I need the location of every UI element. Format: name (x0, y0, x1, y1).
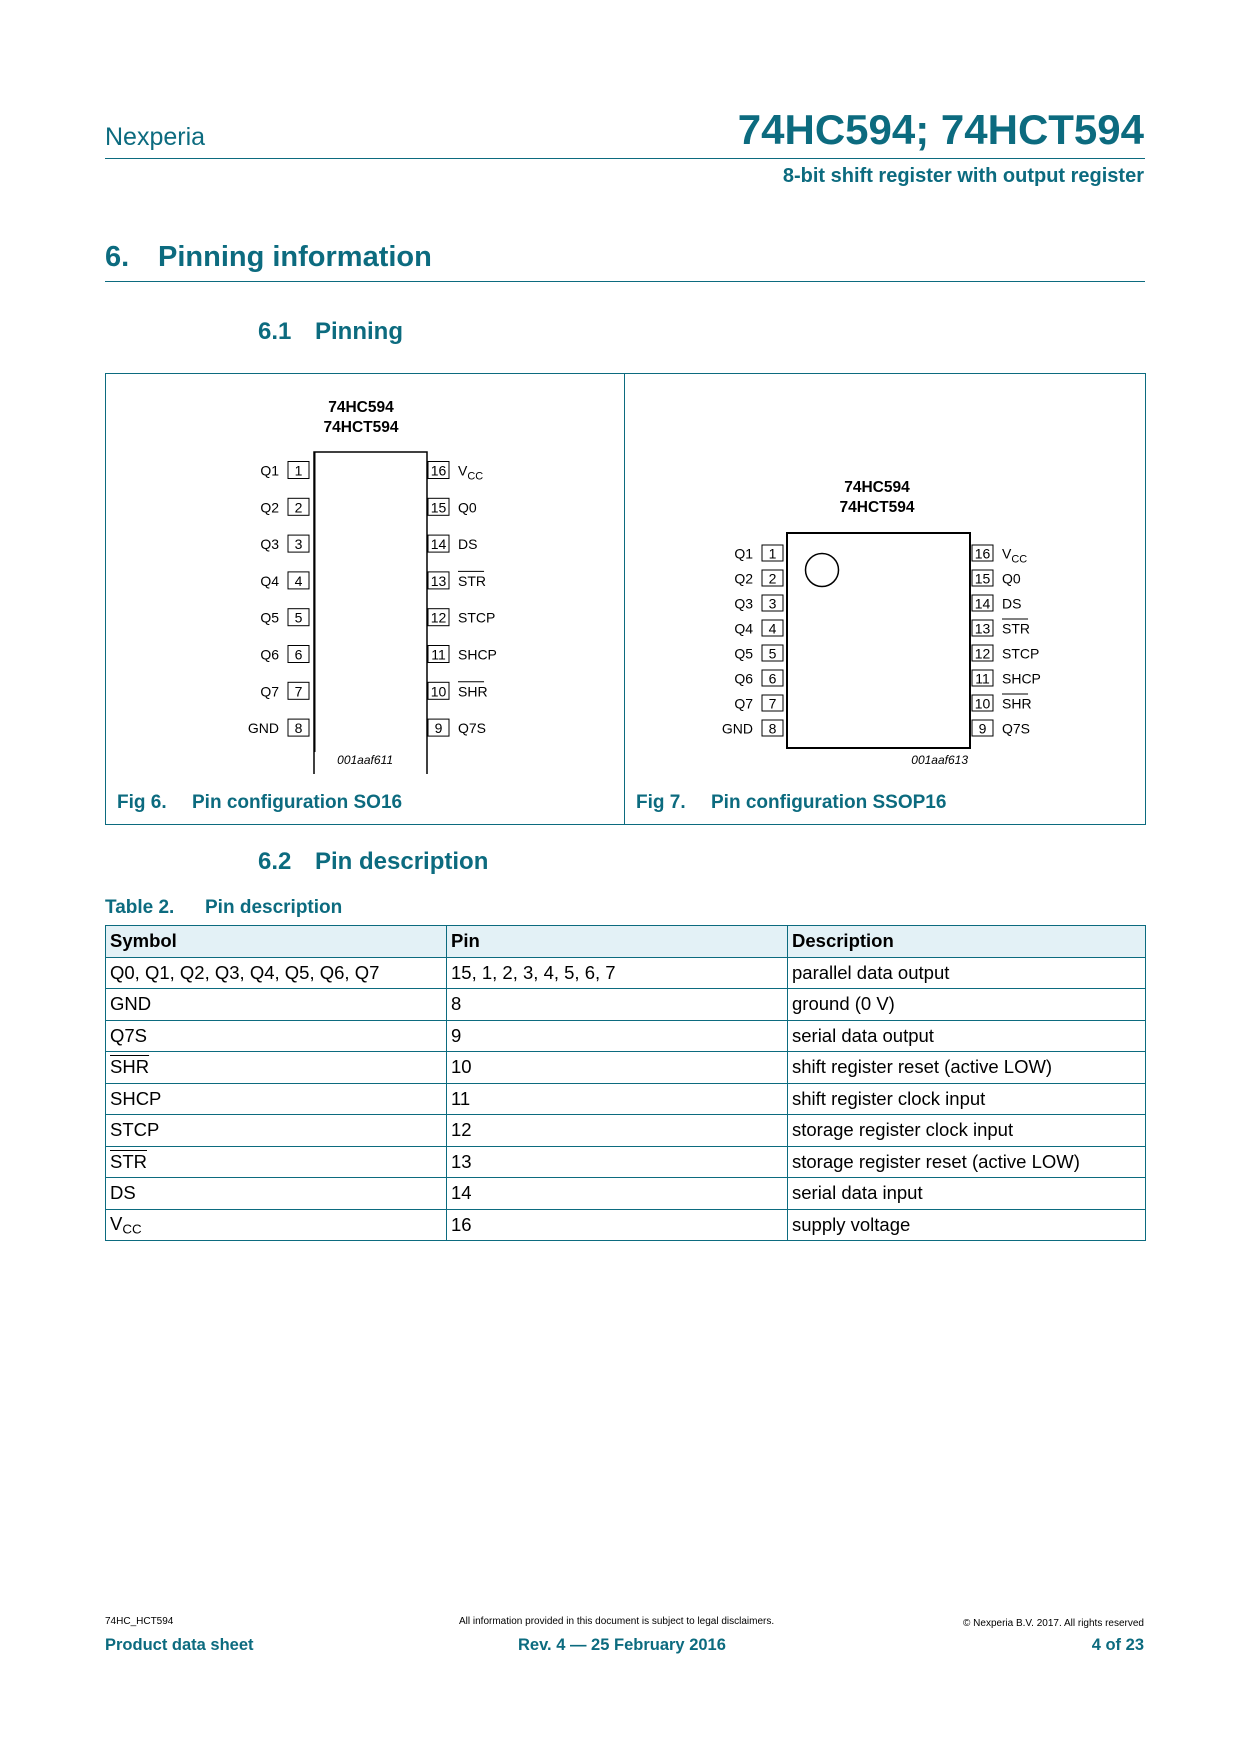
cell-symbol (106, 1146, 447, 1178)
pin-label-name: V (458, 462, 468, 479)
pin-label (260, 683, 279, 699)
pin-label-name: Q7S (458, 720, 487, 737)
symbol-text: GND (110, 993, 152, 1015)
fig7-part-2: 74HCT594 (839, 499, 915, 516)
table-row (106, 1052, 1146, 1084)
pin-label-name: SHCP (458, 646, 497, 663)
cell-symbol (106, 957, 447, 989)
cell-pin: 9 (447, 1020, 788, 1052)
pin-number: 3 (294, 536, 303, 553)
table-header-row (106, 926, 1146, 958)
footer-doc-id: 74HC_HCT594 (105, 1616, 174, 1627)
symbol-text: Q7S (110, 1024, 148, 1046)
header-divider (105, 158, 1145, 159)
pin-number: 10 (430, 683, 447, 700)
symbol-text: V (110, 1213, 123, 1235)
pin-label-name: Q3 (734, 595, 753, 612)
cell-pin: 12 (447, 1115, 788, 1147)
cell-pin: 13 (447, 1146, 788, 1178)
pin-label-name: Q7 (260, 683, 279, 700)
cell-pin: 16 (447, 1209, 788, 1241)
pin-label (722, 721, 753, 737)
pin-label (734, 696, 753, 712)
fig6-caption-title: Pin configuration SO16 (192, 792, 403, 813)
pin-label (734, 571, 753, 587)
section-divider (105, 281, 1145, 282)
subsection-number-pindesc: 6.2 (258, 848, 292, 875)
fig6-code: 001aaf611 (337, 753, 393, 767)
pin-label-subscript: CC (1011, 553, 1028, 566)
cell-pin: 11 (447, 1083, 788, 1115)
pin-number: 4 (768, 620, 777, 637)
pin-label (734, 646, 753, 662)
header-pin: Pin (447, 926, 788, 958)
pin-label (1002, 671, 1041, 687)
pin-label (260, 499, 279, 515)
pin-number: 6 (768, 670, 777, 687)
table-caption-title: Pin description (205, 897, 343, 918)
pin-label-name: Q0 (1002, 570, 1021, 587)
pin-label-name: Q3 (260, 536, 279, 553)
pin-label (458, 463, 483, 483)
symbol-text: $\overline{STR}$ (110, 1150, 147, 1172)
pin-number: 9 (978, 720, 987, 737)
symbol-text: SHCP (110, 1087, 162, 1109)
pin-label-name: V (1002, 545, 1012, 562)
pin-label-name: Q2 (734, 570, 753, 587)
header-symbol: Symbol (106, 926, 447, 958)
table-row (106, 1178, 1146, 1210)
fig6-caption-number: Fig 6. (117, 792, 167, 813)
pin-label (734, 596, 753, 612)
fig7-left-pins (722, 545, 783, 737)
pin-number: 4 (294, 572, 303, 589)
cell-description: serial data input (788, 1178, 1146, 1210)
pin-label (458, 499, 477, 515)
pin-label (458, 683, 488, 699)
pin-label (458, 610, 495, 626)
cell-symbol (106, 1083, 447, 1115)
table-row (106, 989, 1146, 1021)
pin-label-name: Q4 (734, 620, 753, 637)
fig7-code: 001aaf613 (911, 753, 968, 767)
symbol-text: $\overline{SHR}$ (110, 1056, 150, 1078)
subsection-number-pinning: 6.1 (258, 318, 292, 345)
fig7-right-pins (972, 545, 1041, 737)
pin-number: 11 (975, 670, 990, 687)
so16-body (314, 452, 427, 774)
pin-label-name: STR (458, 572, 486, 589)
pin-label (1002, 696, 1032, 712)
pin-number: 6 (294, 646, 303, 663)
pin-number: 5 (768, 645, 777, 662)
pin-number: 10 (974, 695, 991, 712)
pin-label (1002, 721, 1030, 737)
symbol-text: Q0, Q1, Q2, Q3, Q4, Q5, Q6, Q7 (110, 961, 380, 983)
pin-number: 2 (768, 570, 777, 587)
ssop16-body (787, 533, 970, 748)
cell-description: shift register reset (active LOW) (788, 1052, 1146, 1084)
table-row (106, 1146, 1146, 1178)
pin-label-name: SHCP (1002, 670, 1041, 687)
cell-symbol (106, 989, 447, 1021)
table-row (106, 957, 1146, 989)
pin-label-name: Q1 (260, 462, 279, 479)
pin-label (458, 647, 497, 663)
pin-label-name: Q1 (734, 545, 753, 562)
footer-revision: Rev. 4 — 25 February 2016 (518, 1636, 726, 1654)
pin-number: 8 (294, 720, 303, 737)
pin-label-name: Q5 (260, 609, 279, 626)
table-row (106, 1020, 1146, 1052)
symbol-text: STCP (110, 1119, 160, 1141)
pin-number: 11 (431, 646, 446, 663)
document-subtitle: 8-bit shift register with output register (782, 165, 1144, 187)
pin-number: 9 (434, 720, 443, 737)
pin-label-name: GND (247, 720, 279, 737)
fig6-part-1: 74HC594 (328, 399, 394, 416)
header-description: Description (788, 926, 1146, 958)
pin-label-name: DS (1002, 595, 1022, 612)
pin-label-name: Q4 (260, 572, 279, 589)
cell-description: storage register clock input (788, 1115, 1146, 1147)
pin-label-name: STCP (458, 609, 496, 626)
table-caption-number: Table 2. (105, 897, 175, 918)
pin-label-name: Q6 (734, 670, 753, 687)
cell-symbol (106, 1115, 447, 1147)
pin-number: 7 (294, 683, 303, 700)
cell-description: parallel data output (788, 957, 1146, 989)
pin-label (260, 610, 279, 626)
pin-label-name: Q6 (260, 646, 279, 663)
footer-copyright: © Nexperia B.V. 2017. All rights reserved (963, 1618, 1144, 1629)
footer-page-number: 4 of 23 (1091, 1636, 1144, 1654)
table-row (106, 1115, 1146, 1147)
pin-label (248, 720, 279, 736)
pin-label (260, 463, 279, 479)
pin-label (260, 647, 279, 663)
pin-label-name: STCP (1002, 645, 1040, 662)
pin-label-name: Q5 (734, 645, 753, 662)
pin1-marker-icon (806, 554, 839, 587)
cell-description: supply voltage (788, 1209, 1146, 1241)
cell-description: storage register reset (active LOW) (788, 1146, 1146, 1178)
pin-number: 16 (974, 545, 991, 562)
pin-number: 1 (294, 462, 303, 479)
section-title: Pinning information (158, 241, 432, 273)
pin-label-name: GND (721, 720, 753, 737)
cell-description: ground (0 V) (788, 989, 1146, 1021)
pin-number: 12 (974, 645, 991, 662)
cell-symbol (106, 1020, 447, 1052)
fig7-caption-title: Pin configuration SSOP16 (711, 792, 947, 813)
fig6-left-pins (248, 462, 309, 737)
brand-name: Nexperia (105, 123, 206, 151)
pin-label (458, 536, 477, 552)
pin-number: 7 (768, 695, 777, 712)
cell-pin: 15, 1, 2, 3, 4, 5, 6, 7 (447, 957, 788, 989)
pin-label (1002, 621, 1030, 637)
pin-description-table (105, 925, 1146, 1241)
cell-pin: 10 (447, 1052, 788, 1084)
pin-number: 8 (768, 720, 777, 737)
pin-label (734, 546, 753, 562)
cell-symbol (106, 1052, 447, 1084)
pin-number: 3 (768, 595, 777, 612)
pin-label-name: SHR (1002, 695, 1032, 712)
pin-label-name: DS (458, 536, 478, 553)
cell-symbol (106, 1209, 447, 1241)
pin-number: 1 (768, 545, 777, 562)
pin-number: 12 (430, 609, 447, 626)
pin-label (734, 671, 753, 687)
cell-pin: 8 (447, 989, 788, 1021)
cell-symbol (106, 1178, 447, 1210)
pin-label (734, 621, 753, 637)
so16-diagram (106, 374, 624, 774)
pin-number: 15 (430, 499, 447, 516)
pin-label (260, 536, 279, 552)
pin-label (260, 573, 279, 589)
pin-label (1002, 596, 1021, 612)
symbol-subscript: CC (122, 1221, 142, 1237)
pin-label-name: Q0 (458, 499, 477, 516)
fig7-caption-number: Fig 7. (636, 792, 686, 813)
fig6-part-2: 74HCT594 (323, 419, 399, 436)
pin-label (1002, 546, 1027, 566)
pin-number: 16 (430, 462, 447, 479)
footer-disclaimer: All information provided in this document is subject to legal disclaimers. (459, 1616, 775, 1627)
pin-number: 13 (430, 572, 447, 589)
cell-pin: 14 (447, 1178, 788, 1210)
pin-label-name: SHR (458, 683, 488, 700)
subsection-title-pindesc: Pin description (315, 848, 489, 875)
ssop16-diagram (625, 374, 1143, 774)
pin-label-name: STR (1002, 620, 1030, 637)
pin-label-subscript: CC (467, 470, 484, 483)
footer-doc-type: Product data sheet (105, 1636, 254, 1654)
pin-label-name: Q7 (734, 695, 753, 712)
pin-label (458, 720, 486, 736)
section-number: 6. (105, 241, 130, 273)
pin-label-name: Q7S (1002, 720, 1031, 737)
table-row (106, 1209, 1146, 1241)
cell-description: serial data output (788, 1020, 1146, 1052)
pin-label (1002, 646, 1039, 662)
fig6-right-pins (428, 462, 497, 737)
pin-number: 15 (974, 570, 991, 587)
pin-number: 2 (294, 499, 303, 516)
document-title: 74HC594; 74HCT594 (737, 106, 1144, 153)
table-row (106, 1083, 1146, 1115)
fig7-part-1: 74HC594 (844, 479, 910, 496)
subsection-title-pinning: Pinning (315, 318, 403, 345)
pin-number: 14 (430, 536, 447, 553)
pin-label (458, 573, 486, 589)
pin-number: 13 (974, 620, 991, 637)
cell-description: shift register clock input (788, 1083, 1146, 1115)
pin-number: 14 (974, 595, 991, 612)
pin-label (1002, 571, 1021, 587)
pin-label-name: Q2 (260, 499, 279, 516)
pin-number: 5 (294, 609, 303, 626)
symbol-text: DS (110, 1182, 136, 1204)
